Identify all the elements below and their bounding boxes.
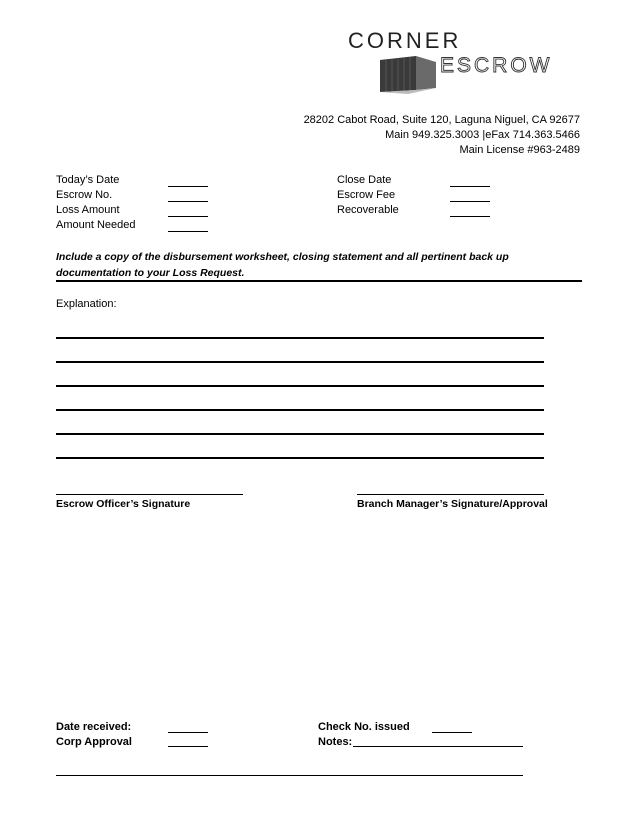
field-label-close-date: Close Date [337,174,392,186]
check-no-blank[interactable] [432,732,472,733]
field-label-recoverable: Recoverable [337,204,399,216]
instruction-text: Include a copy of the disbursement worksheet, closing statement and all pertinent back up documentation to your Loss Request. [56,251,509,279]
notes-blank[interactable] [353,746,523,747]
field-blank-escrow-fee[interactable] [450,201,490,202]
branch-manager-signature-line[interactable] [357,494,544,495]
escrow-officer-signature-label: Escrow Officer’s Signature [56,498,191,510]
field-blank-todays-date[interactable] [168,186,208,187]
explanation-line[interactable] [56,457,544,459]
bottom-line[interactable] [56,775,523,776]
branch-manager-signature-label: Branch Manager’s Signature/Approval [357,498,548,510]
corp-approval-blank[interactable] [168,746,208,747]
explanation-line[interactable] [56,361,544,363]
address-license: Main License #963-2489 [459,144,580,156]
field-label-amount-needed: Amount Needed [56,219,136,231]
notes-label: Notes: [318,736,353,748]
check-no-label: Check No. issued [318,721,410,733]
logo-corner-text: CORNER [348,28,462,53]
field-blank-escrow-no[interactable] [168,201,208,202]
logo-cube-icon [378,52,438,94]
field-blank-amount-needed[interactable] [168,231,208,232]
date-received-blank[interactable] [168,732,208,733]
logo-escrow-text: ESCROW [440,54,553,77]
field-blank-close-date[interactable] [450,186,490,187]
explanation-line[interactable] [56,385,544,387]
date-received-label: Date received: [56,721,132,733]
explanation-label: Explanation: [56,298,117,310]
section-divider [56,280,582,282]
field-label-escrow-fee: Escrow Fee [337,189,396,201]
field-label-loss-amount: Loss Amount [56,204,120,216]
address-phone: Main 949.325.3003 |eFax 714.363.5466 [385,129,580,141]
explanation-line[interactable] [56,409,544,411]
field-blank-loss-amount[interactable] [168,216,208,217]
corp-approval-label: Corp Approval [56,736,132,748]
field-label-escrow-no: Escrow No. [56,189,113,201]
escrow-officer-signature-line[interactable] [56,494,243,495]
explanation-line[interactable] [56,337,544,339]
field-label-todays-date: Today’s Date [56,174,120,186]
address-street: 28202 Cabot Road, Suite 120, Laguna Niguel, CA 92677 [303,114,580,126]
field-blank-recoverable[interactable] [450,216,490,217]
explanation-line[interactable] [56,433,544,435]
